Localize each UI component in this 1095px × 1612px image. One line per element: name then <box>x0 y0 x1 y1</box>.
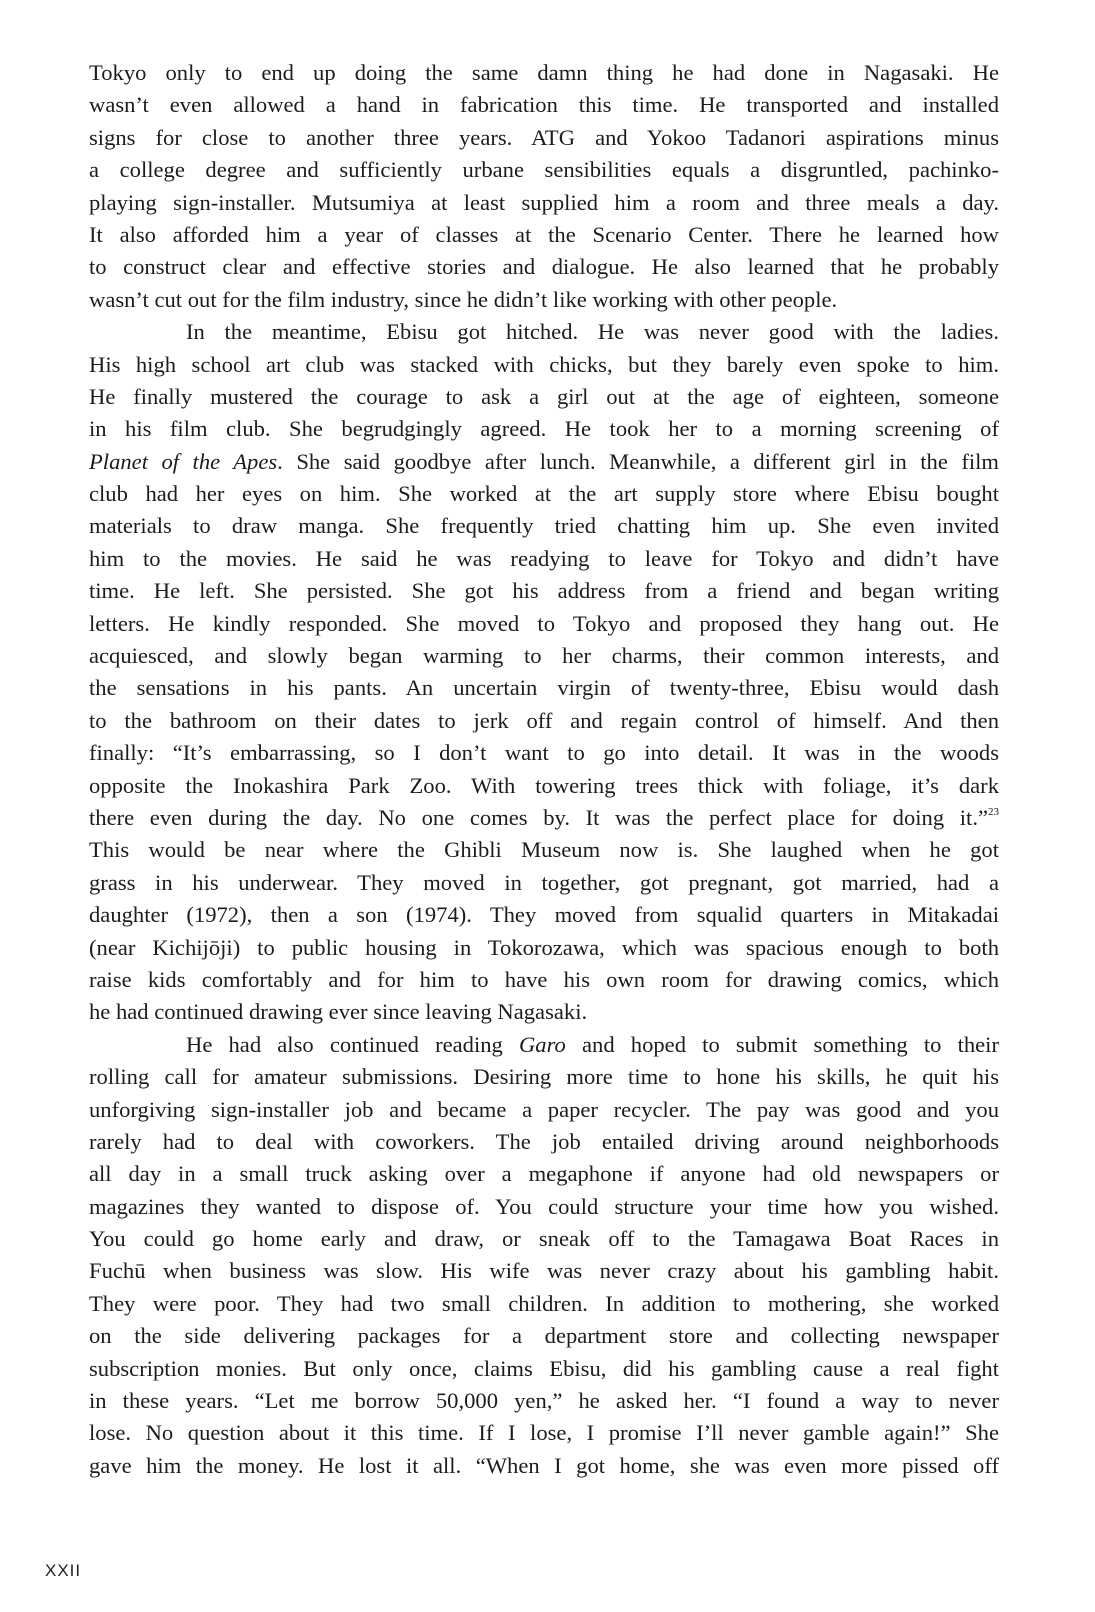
film-title: Planet of the Apes <box>89 448 278 474</box>
text-line: the sensations in his pants. An uncertain virgin of twenty-three, Ebisu would dash <box>89 675 999 701</box>
text-line: materials to draw manga. She frequently tried chatting him up. She even invited <box>89 513 999 539</box>
text-line: club had her eyes on him. She worked at the art supply store where Ebisu bought <box>89 481 999 507</box>
text-line: unforgiving sign-installer job and became a paper recycler. The pay was good and you <box>89 1096 999 1122</box>
text-line: letters. He kindly responded. She moved to Tokyo and proposed they hang out. He <box>89 610 999 636</box>
text-line: (near Kichijōji) to public housing in Tokorozawa, which was spacious enough to both <box>89 934 999 960</box>
text-run: . She said goodbye after lunch. Meanwhile, a different girl in the film <box>277 448 999 474</box>
text-line: raise kids comfortably and for him to have his own room for drawing comics, which <box>89 966 999 992</box>
text-line <box>89 1029 999 1061</box>
text-line: wasn’t even allowed a hand in fabrication this time. He transported and installed <box>89 92 999 118</box>
text-line: magazines they wanted to dispose of. You could structure your time how you wished. <box>89 1193 999 1219</box>
text-line: His high school art club was stacked with chicks, but they barely even spoke to him. <box>89 351 999 377</box>
text-run: and hoped to submit something to their <box>565 1031 999 1057</box>
text-line: to construct clear and effective stories and dialogue. He also learned that he probably <box>89 254 999 280</box>
body-text <box>89 57 999 1482</box>
text-line: finally: “It’s embarrassing, so I don’t want to go into detail. It was in the woods <box>89 740 999 766</box>
text-line: in his film club. She begrudgingly agreed. He took her to a morning screening of <box>89 416 999 442</box>
text-line <box>89 446 999 478</box>
text-line: You could go home early and draw, or sneak off to the Tamagawa Boat Races in <box>89 1226 999 1252</box>
text-line: opposite the Inokashira Park Zoo. With towering trees thick with foliage, it’s dark <box>89 772 999 798</box>
text-line: grass in his underwear. They moved in together, got pregnant, got married, had a <box>89 869 999 895</box>
text-line: He finally mustered the courage to ask a girl out at the age of eighteen, someone <box>89 383 999 409</box>
text-line: wasn’t cut out for the film industry, since he didn’t like working with other people. <box>89 286 838 312</box>
text-run: there even during the day. No one comes by. It was the perfect place for doing it.” <box>89 804 988 830</box>
text-line: rarely had to deal with coworkers. The job entailed driving around neighborhoods <box>89 1128 999 1154</box>
text-line: This would be near where the Ghibli Museum now is. She laughed when he got <box>89 837 999 863</box>
text-line: him to the movies. He said he was readying to leave for Tokyo and didn’t have <box>89 545 999 571</box>
text-run: He had also continued reading <box>186 1031 519 1057</box>
text-line: in these years. “Let me borrow 50,000 yen,” he asked her. “I found a way to never <box>89 1388 999 1414</box>
magazine-title: Garo <box>518 1031 566 1057</box>
text-line: acquiesced, and slowly began warming to her charms, their common interests, and <box>89 643 999 669</box>
text-line: time. He left. She persisted. She got his address from a friend and began writing <box>89 578 999 604</box>
text-line: daughter (1972), then a son (1974). They moved from squalid quarters in Mitakadai <box>89 902 999 928</box>
text-line: a college degree and sufficiently urbane sensibilities equals a disgruntled, pachinko- <box>89 157 999 183</box>
text-line: In the meantime, Ebisu got hitched. He was never good with the ladies. <box>186 319 999 345</box>
text-line: gave him the money. He lost it all. “When I got home, she was even more pissed off <box>89 1452 999 1478</box>
text-line: signs for close to another three years. ATG and Yokoo Tadanori aspirations minus <box>89 124 999 150</box>
text-line: rolling call for amateur submissions. Desiring more time to hone his skills, he quit his <box>89 1064 999 1090</box>
text-line: to the bathroom on their dates to jerk off and regain control of himself. And then <box>89 707 999 733</box>
text-line: They were poor. They had two small children. In addition to mothering, she worked <box>89 1290 999 1316</box>
text-line: lose. No question about it this time. If I lose, I promise I’ll never gamble again!” She <box>89 1420 999 1446</box>
text-line: Tokyo only to end up doing the same damn thing he had done in Nagasaki. He <box>89 60 999 85</box>
text-line: subscription monies. But only once, claims Ebisu, did his gambling cause a real fight <box>89 1355 999 1381</box>
text-line: It also afforded him a year of classes at the Scenario Center. There he learned how <box>89 221 999 247</box>
text-line <box>89 802 999 834</box>
text-line: playing sign-installer. Mutsumiya at least supplied him a room and three meals a day. <box>89 189 999 215</box>
page-number: XXII <box>45 1561 82 1580</box>
text-line: all day in a small truck asking over a megaphone if anyone had old newspapers or <box>89 1161 999 1187</box>
text-line: on the side delivering packages for a department store and collecting newspaper <box>89 1323 999 1349</box>
text-line: he had continued drawing ever since leaving Nagasaki. <box>89 999 588 1025</box>
footnote-reference: 23 <box>988 805 999 818</box>
text-line: Fuchū when business was slow. His wife was never crazy about his gambling habit. <box>89 1258 999 1284</box>
